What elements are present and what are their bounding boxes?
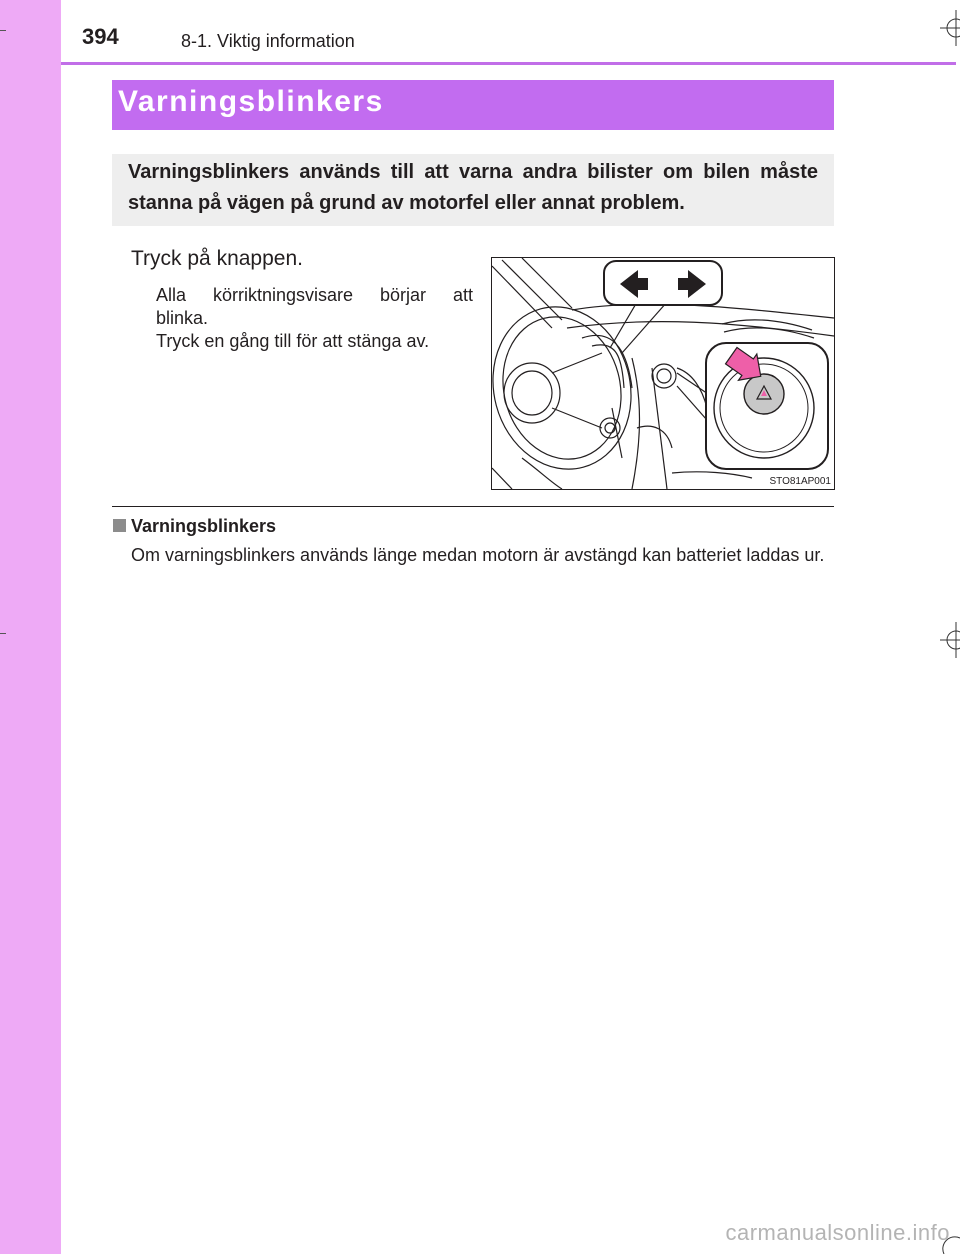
intro-text: Varningsblinkers används till att varna andra bilister om bilen måste stanna på vägen på grund av motorfel eller annat problem. <box>128 161 818 214</box>
step-detail-line-3: Tryck en gång till för att stänga av. <box>156 331 430 351</box>
step-detail-line-2: blinka. <box>156 308 209 328</box>
registration-mark-top <box>936 8 960 48</box>
note-bullet-icon <box>113 519 126 532</box>
watermark: carmanualsonline.info <box>725 1220 950 1245</box>
step-instruction: Tryck på knappen. <box>131 247 303 270</box>
step-details <box>156 284 473 353</box>
dashboard-drawing <box>492 258 834 489</box>
page-number: 394 <box>82 24 119 49</box>
side-color-strip <box>0 0 61 1254</box>
crop-tick-top-left <box>0 30 6 31</box>
crop-tick-bottom-left <box>0 633 6 634</box>
figure-code: STO81AP001 <box>769 476 831 487</box>
step-detail-line-1: Alla körriktningsvisare börjar att <box>156 285 473 305</box>
dashboard-illustration <box>491 257 835 490</box>
note-heading: Varningsblinkers <box>131 516 277 536</box>
note-body: Om varningsblinkers används länge medan motorn är avstängd kan batteriet laddas ur. <box>131 545 825 565</box>
registration-mark-middle <box>936 620 960 660</box>
section-heading: 8-1. Viktig information <box>181 31 355 51</box>
section-divider <box>112 506 834 507</box>
header-rule <box>61 62 956 65</box>
page-title: Varningsblinkers <box>118 85 384 118</box>
